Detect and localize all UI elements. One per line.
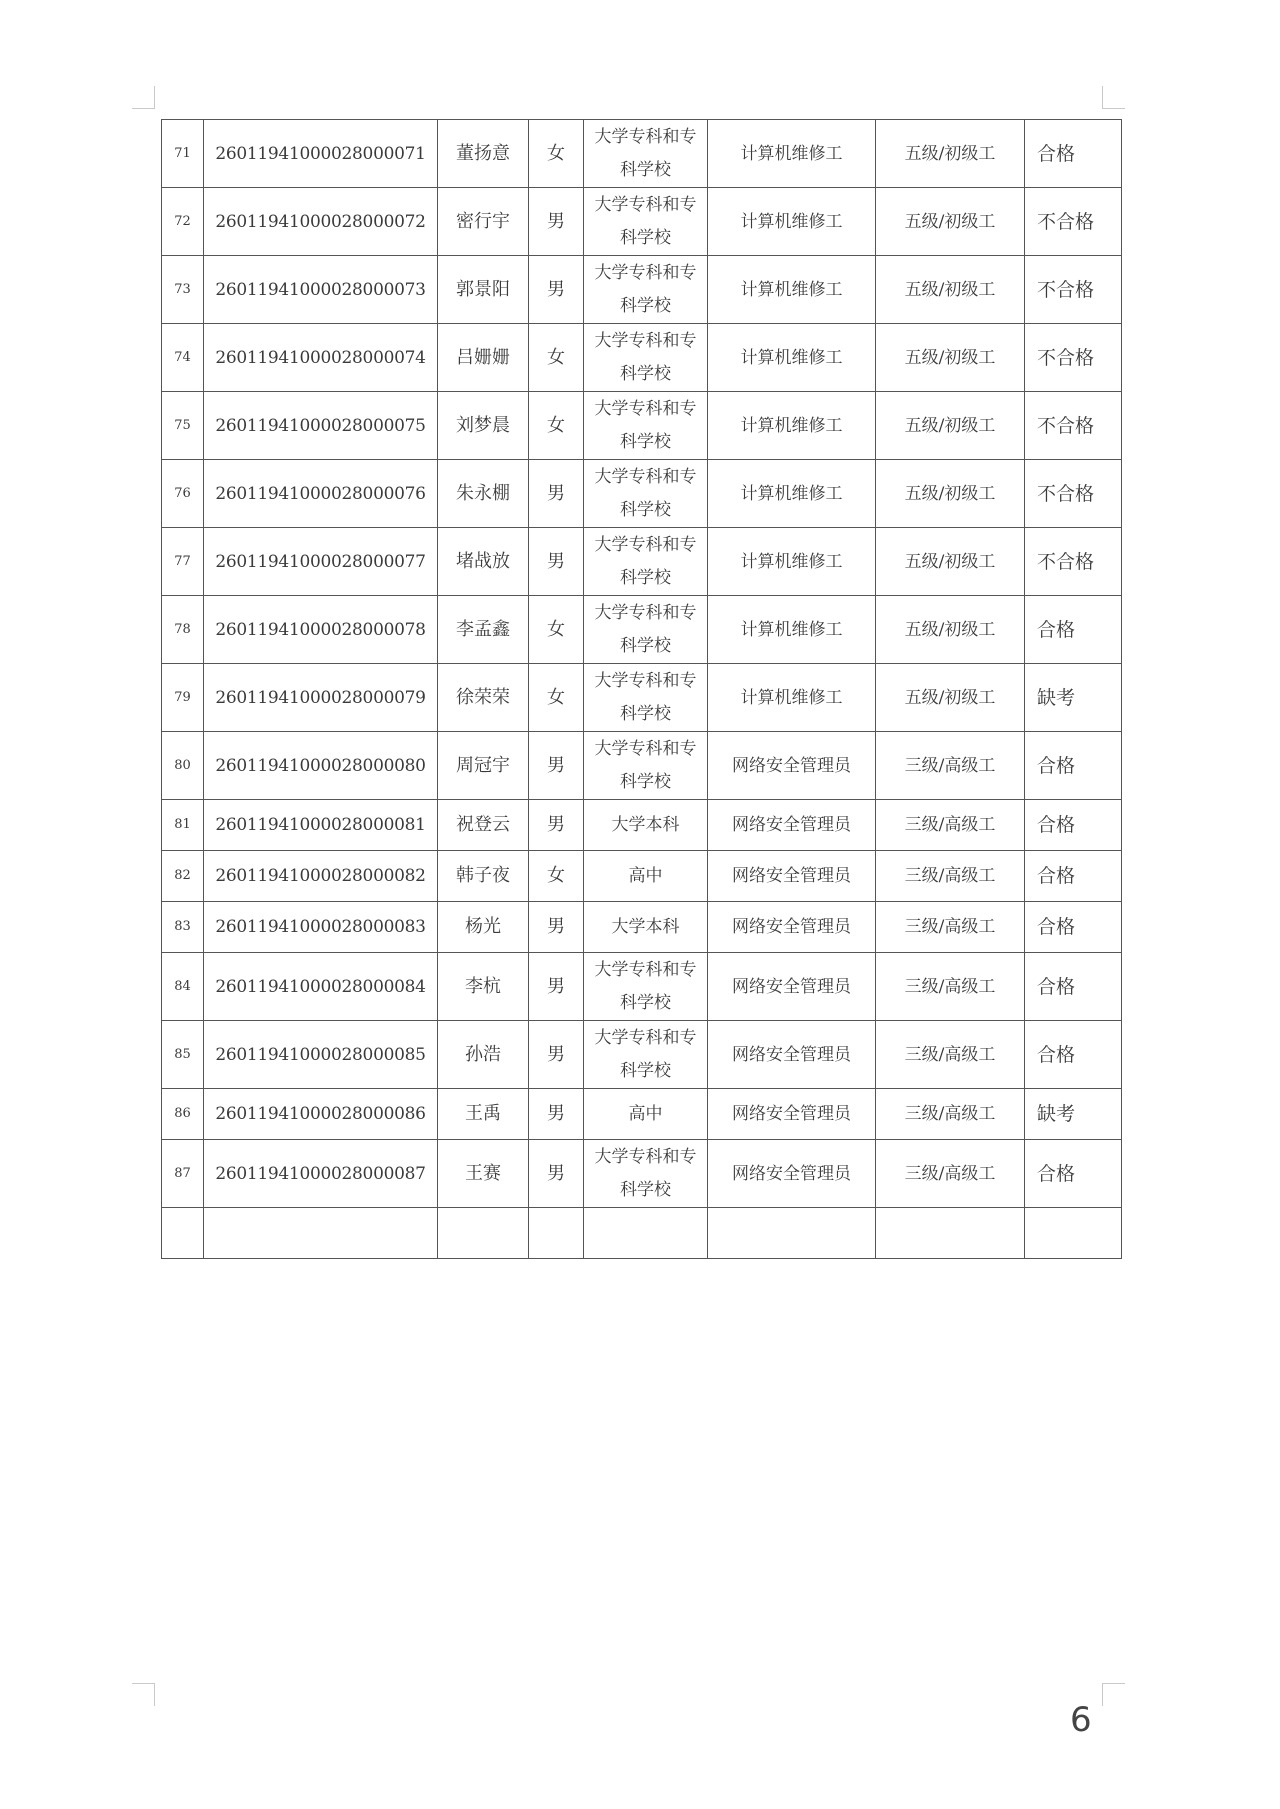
row-number-cell: 71 [162,120,204,188]
ticket-number-cell: 26011941000028000075 [204,392,438,460]
level-cell: 五级/初级工 [876,392,1025,460]
level-cell: 五级/初级工 [876,324,1025,392]
education-cell [584,188,708,256]
occupation-cell: 计算机维修工 [708,528,876,596]
blank-cell [162,1208,204,1259]
education-text: 大学专科和专科学校 [594,330,697,384]
sex-cell: 男 [529,256,584,324]
row-number-cell: 78 [162,596,204,664]
ticket-number-cell: 26011941000028000087 [204,1140,438,1208]
education-cell [584,596,708,664]
corner-mark-top-right [1102,86,1125,109]
result-cell: 合格 [1025,953,1122,1021]
education-text: 大学专科和专科学校 [594,466,697,520]
sex-cell: 男 [529,732,584,800]
occupation-cell: 网络安全管理员 [708,732,876,800]
table-row [162,392,1122,460]
name-cell: 朱永棚 [438,460,529,528]
level-cell: 五级/初级工 [876,664,1025,732]
name-cell: 郭景阳 [438,256,529,324]
occupation-cell: 计算机维修工 [708,256,876,324]
level-cell: 三级/高级工 [876,1089,1025,1140]
corner-mark-bottom-left [132,1683,155,1706]
blank-cell [708,1208,876,1259]
ticket-number-cell: 26011941000028000082 [204,851,438,902]
table-row [162,1021,1122,1089]
occupation-cell: 网络安全管理员 [708,953,876,1021]
occupation-cell: 计算机维修工 [708,120,876,188]
education-cell [584,732,708,800]
sex-cell: 男 [529,1021,584,1089]
level-cell: 三级/高级工 [876,732,1025,800]
ticket-number-cell: 26011941000028000084 [204,953,438,1021]
name-cell: 刘梦晨 [438,392,529,460]
result-cell: 合格 [1025,1140,1122,1208]
level-cell: 五级/初级工 [876,596,1025,664]
name-cell: 堵战放 [438,528,529,596]
level-cell: 五级/初级工 [876,528,1025,596]
education-cell [584,1021,708,1089]
education-text: 大学专科和专科学校 [594,534,697,588]
sex-cell: 女 [529,596,584,664]
table-row [162,732,1122,800]
sex-cell: 男 [529,188,584,256]
ticket-number-cell: 26011941000028000085 [204,1021,438,1089]
table-row [162,953,1122,1021]
corner-mark-bottom-right [1102,1683,1125,1706]
ticket-number-cell: 26011941000028000078 [204,596,438,664]
sex-cell: 女 [529,664,584,732]
ticket-number-cell: 26011941000028000076 [204,460,438,528]
sex-cell: 男 [529,460,584,528]
result-cell: 不合格 [1025,528,1122,596]
name-cell: 杨光 [438,902,529,953]
name-cell: 周冠宇 [438,732,529,800]
sex-cell: 男 [529,800,584,851]
blank-cell [584,1208,708,1259]
row-number-cell: 79 [162,664,204,732]
education-text: 大学专科和专科学校 [594,959,697,1013]
blank-cell [438,1208,529,1259]
level-cell: 五级/初级工 [876,460,1025,528]
education-text: 大学专科和专科学校 [594,1146,697,1200]
results-table [161,119,1122,1259]
row-number-cell: 83 [162,902,204,953]
table-row [162,1140,1122,1208]
ticket-number-cell: 26011941000028000073 [204,256,438,324]
name-cell: 王赛 [438,1140,529,1208]
blank-row [162,1208,1122,1259]
education-text: 大学专科和专科学校 [594,670,697,724]
education-text: 大学专科和专科学校 [594,126,697,180]
education-text: 大学专科和专科学校 [594,398,697,452]
education-cell [584,1140,708,1208]
results-table-body [162,120,1122,1259]
level-cell: 三级/高级工 [876,902,1025,953]
ticket-number-cell: 26011941000028000072 [204,188,438,256]
occupation-cell: 计算机维修工 [708,324,876,392]
ticket-number-cell: 26011941000028000081 [204,800,438,851]
result-cell: 不合格 [1025,324,1122,392]
row-number-cell: 74 [162,324,204,392]
ticket-number-cell: 26011941000028000086 [204,1089,438,1140]
table-row [162,528,1122,596]
row-number-cell: 85 [162,1021,204,1089]
result-cell: 缺考 [1025,1089,1122,1140]
ticket-number-cell: 26011941000028000074 [204,324,438,392]
table-row [162,800,1122,851]
education-cell [584,460,708,528]
result-cell: 合格 [1025,120,1122,188]
ticket-number-cell: 26011941000028000079 [204,664,438,732]
education-text: 大学专科和专科学校 [594,194,697,248]
education-cell [584,256,708,324]
occupation-cell: 网络安全管理员 [708,902,876,953]
table-row [162,851,1122,902]
row-number-cell: 80 [162,732,204,800]
result-cell: 合格 [1025,851,1122,902]
page-number: 6 [1070,1700,1092,1740]
result-cell: 合格 [1025,902,1122,953]
result-cell: 合格 [1025,596,1122,664]
level-cell: 三级/高级工 [876,851,1025,902]
result-cell: 不合格 [1025,188,1122,256]
occupation-cell: 网络安全管理员 [708,800,876,851]
education-cell [584,120,708,188]
education-cell [584,392,708,460]
education-cell: 高中 [584,1089,708,1140]
name-cell: 李杭 [438,953,529,1021]
level-cell: 三级/高级工 [876,1140,1025,1208]
table-row [162,324,1122,392]
level-cell: 三级/高级工 [876,953,1025,1021]
sex-cell: 男 [529,953,584,1021]
occupation-cell: 计算机维修工 [708,188,876,256]
table-row [162,902,1122,953]
education-cell [584,528,708,596]
table-row [162,120,1122,188]
name-cell: 王禹 [438,1089,529,1140]
name-cell: 董扬意 [438,120,529,188]
name-cell: 韩子夜 [438,851,529,902]
education-cell: 大学本科 [584,902,708,953]
sex-cell: 女 [529,324,584,392]
name-cell: 密行宇 [438,188,529,256]
row-number-cell: 82 [162,851,204,902]
row-number-cell: 76 [162,460,204,528]
education-cell [584,324,708,392]
result-cell: 合格 [1025,800,1122,851]
row-number-cell: 86 [162,1089,204,1140]
ticket-number-cell: 26011941000028000071 [204,120,438,188]
row-number-cell: 84 [162,953,204,1021]
occupation-cell: 网络安全管理员 [708,1140,876,1208]
row-number-cell: 81 [162,800,204,851]
level-cell: 三级/高级工 [876,1021,1025,1089]
result-cell: 不合格 [1025,256,1122,324]
name-cell: 李孟鑫 [438,596,529,664]
blank-cell [529,1208,584,1259]
sex-cell: 女 [529,392,584,460]
education-cell: 高中 [584,851,708,902]
ticket-number-cell: 26011941000028000077 [204,528,438,596]
row-number-cell: 77 [162,528,204,596]
occupation-cell: 计算机维修工 [708,596,876,664]
blank-cell [876,1208,1025,1259]
occupation-cell: 网络安全管理员 [708,1021,876,1089]
occupation-cell: 网络安全管理员 [708,851,876,902]
row-number-cell: 73 [162,256,204,324]
table-row [162,188,1122,256]
row-number-cell: 87 [162,1140,204,1208]
result-cell: 合格 [1025,732,1122,800]
education-text: 大学专科和专科学校 [594,262,697,316]
education-text: 大学专科和专科学校 [594,1027,697,1081]
level-cell: 五级/初级工 [876,256,1025,324]
sex-cell: 女 [529,851,584,902]
table-row [162,460,1122,528]
row-number-cell: 75 [162,392,204,460]
name-cell: 孙浩 [438,1021,529,1089]
sex-cell: 男 [529,1140,584,1208]
ticket-number-cell: 26011941000028000080 [204,732,438,800]
name-cell: 徐荣荣 [438,664,529,732]
blank-cell [1025,1208,1122,1259]
education-cell: 大学本科 [584,800,708,851]
occupation-cell: 计算机维修工 [708,664,876,732]
sex-cell: 男 [529,902,584,953]
occupation-cell: 计算机维修工 [708,392,876,460]
name-cell: 吕姗姗 [438,324,529,392]
result-cell: 不合格 [1025,460,1122,528]
ticket-number-cell: 26011941000028000083 [204,902,438,953]
table-row [162,1089,1122,1140]
result-cell: 缺考 [1025,664,1122,732]
occupation-cell: 计算机维修工 [708,460,876,528]
sex-cell: 男 [529,1089,584,1140]
table-row [162,664,1122,732]
education-cell [584,664,708,732]
corner-mark-top-left [132,86,155,109]
row-number-cell: 72 [162,188,204,256]
result-cell: 合格 [1025,1021,1122,1089]
level-cell: 三级/高级工 [876,800,1025,851]
name-cell: 祝登云 [438,800,529,851]
result-cell: 不合格 [1025,392,1122,460]
education-text: 大学专科和专科学校 [594,602,697,656]
education-cell [584,953,708,1021]
sex-cell: 男 [529,528,584,596]
sex-cell: 女 [529,120,584,188]
level-cell: 五级/初级工 [876,188,1025,256]
table-row [162,596,1122,664]
blank-cell [204,1208,438,1259]
level-cell: 五级/初级工 [876,120,1025,188]
occupation-cell: 网络安全管理员 [708,1089,876,1140]
table-row [162,256,1122,324]
education-text: 大学专科和专科学校 [594,738,697,792]
